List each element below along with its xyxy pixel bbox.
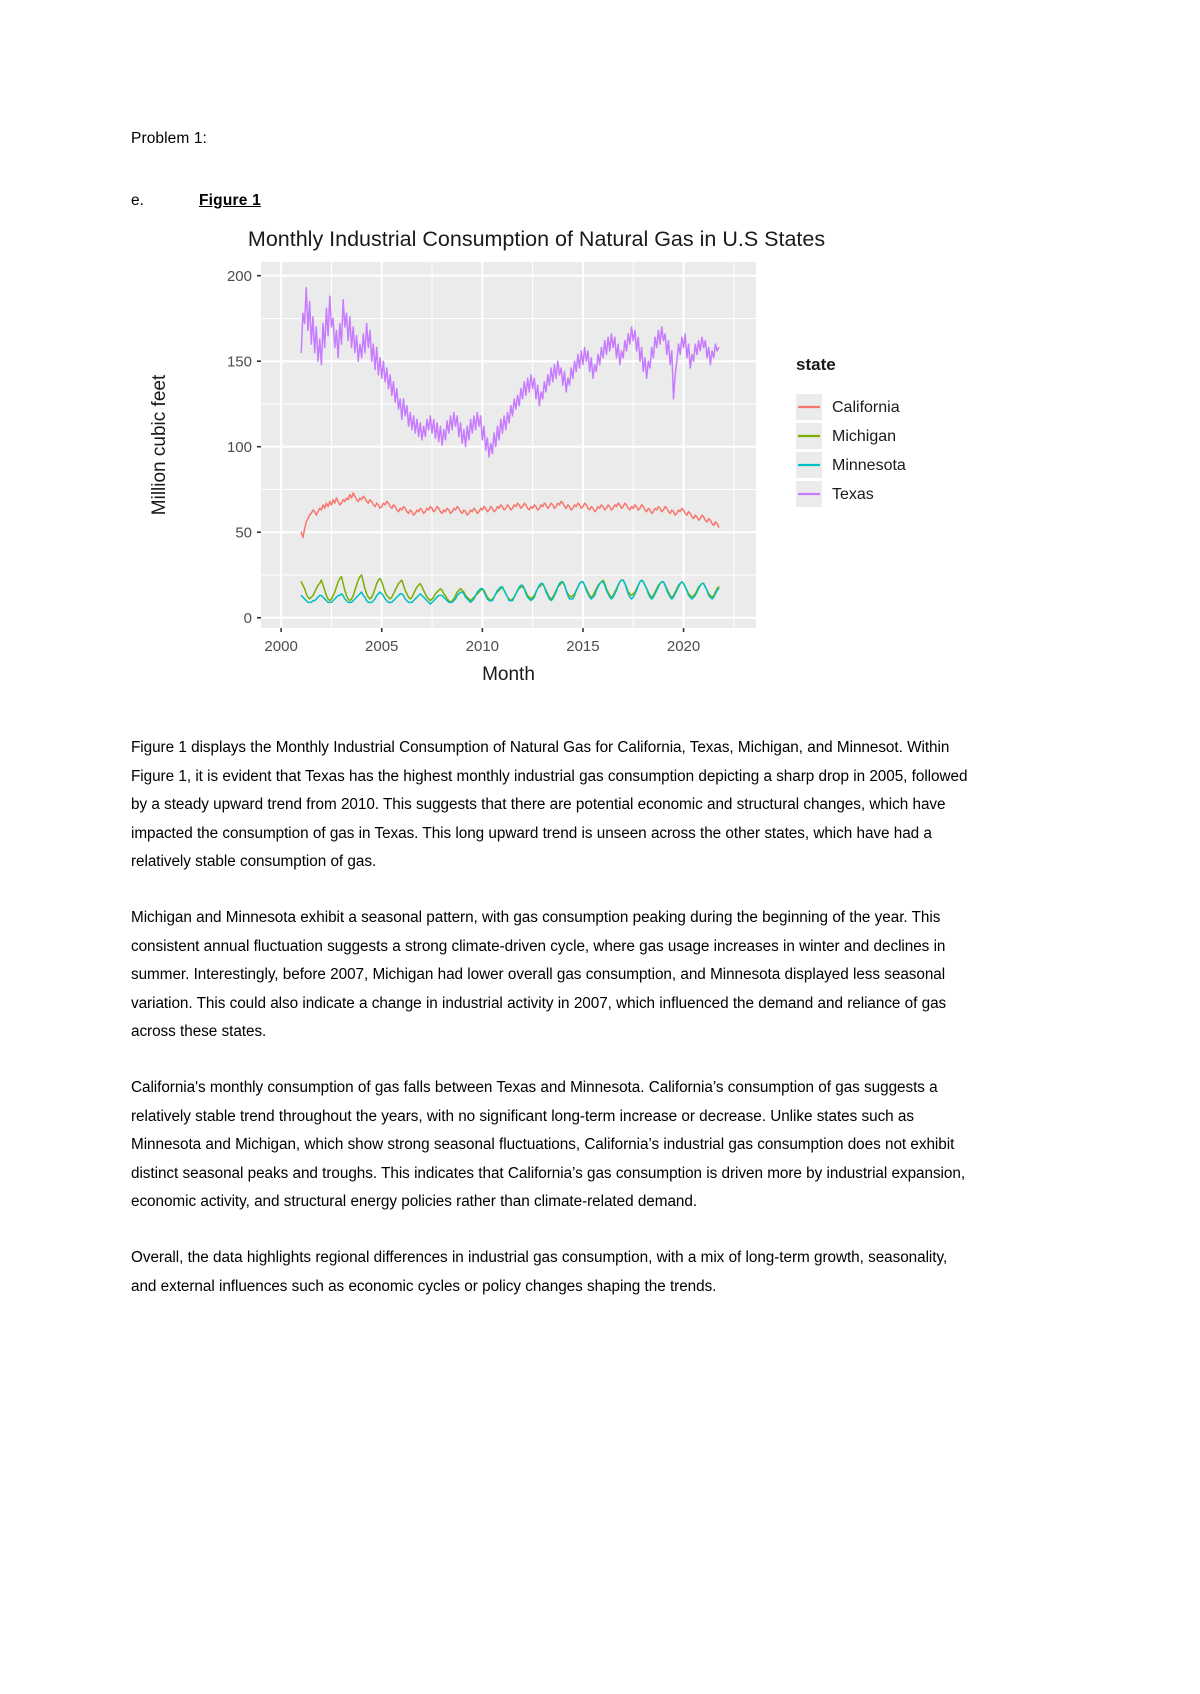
x-tick-label: 2005	[365, 638, 399, 655]
chart-x-axis	[264, 628, 700, 655]
legend-title: state	[796, 355, 836, 374]
x-tick-label: 2010	[465, 638, 500, 655]
y-tick-label: 0	[243, 610, 252, 628]
x-tick-label: 2015	[566, 638, 600, 655]
line-chart-svg	[131, 220, 976, 690]
paragraph-4: Overall, the data highlights regional differences in industrial gas consumption, with a mix of long-term growth, seasonality, and external influences such as economic cycles or policy changes shaping the trends.	[131, 1248, 948, 1295]
x-tick-label: 2020	[666, 638, 701, 655]
figure-description-text	[131, 734, 976, 1301]
y-tick-label: 150	[226, 353, 252, 371]
chart-panel-background	[261, 262, 756, 628]
legend-label-michigan: Michigan	[832, 428, 897, 445]
paragraph-3: California's monthly consumption of gas falls between Texas and Minnesota. California’s consumption of gas suggests a relatively stable trend throughout the years, with no significant long-term increase or decrease. Unlike states such as Minnesota and Michigan, which show strong seasonal fluctuations, California’s industrial gas consumption does not exhibit distinct seasonal peaks and troughs. This indicates that California’s gas consumption is driven more by industrial expansion, economic activity, and structural energy policies rather than climate-related demand.	[131, 1078, 966, 1211]
y-axis-title: Million cubic feet	[149, 374, 170, 516]
document-content	[131, 130, 976, 1301]
chart-y-axis	[227, 268, 261, 627]
paragraph-1: Figure 1 displays the Monthly Industrial Consumption of Natural Gas for California, Texas, Michigan, and Minnesot. Within Figure 1, it is evident that Texas has the highest monthly industrial gas consumption depicting a sharp drop in 2005, followed by a steady upward trend from 2010. This suggests that there are potential economic and structural changes, which have impacted the consumption of gas in Texas. This long upward trend is unseen across the other states, which have had a relatively stable consumption of gas.	[131, 739, 968, 871]
legend-label-minnesota: Minnesota	[832, 457, 906, 474]
legend-label-california: California	[832, 399, 900, 416]
y-tick-label: 100	[226, 439, 252, 457]
paragraph-2: Michigan and Minnesota exhibit a seasonal pattern, with gas consumption peaking during the beginning of the year. This consistent annual fluctuation suggests a strong climate-driven cycle, where gas usage increases in winter and declines in summer. Interestingly, before 2007, Michigan had lower overall gas consumption, and Minnesota displayed less seasonal variation. This could also indicate a change in industrial activity in 2007, which influenced the demand and reliance of gas across these states.	[131, 908, 947, 1041]
list-marker: e.	[131, 192, 144, 209]
x-axis-title: Month	[482, 664, 535, 685]
figure-caption-label: Figure 1	[199, 192, 261, 209]
figure-1-chart	[131, 220, 976, 690]
legend-label-texas: Texas	[832, 486, 874, 503]
page-title: Problem 1:	[131, 130, 207, 147]
x-tick-label: 2000	[264, 638, 298, 655]
y-tick-label: 50	[235, 524, 252, 542]
y-tick-label: 200	[226, 268, 252, 286]
chart-title: Monthly Industrial Consumption of Natural Gas in U.S States	[247, 227, 826, 251]
chart-legend	[796, 355, 906, 507]
figure-label-row	[131, 192, 976, 210]
